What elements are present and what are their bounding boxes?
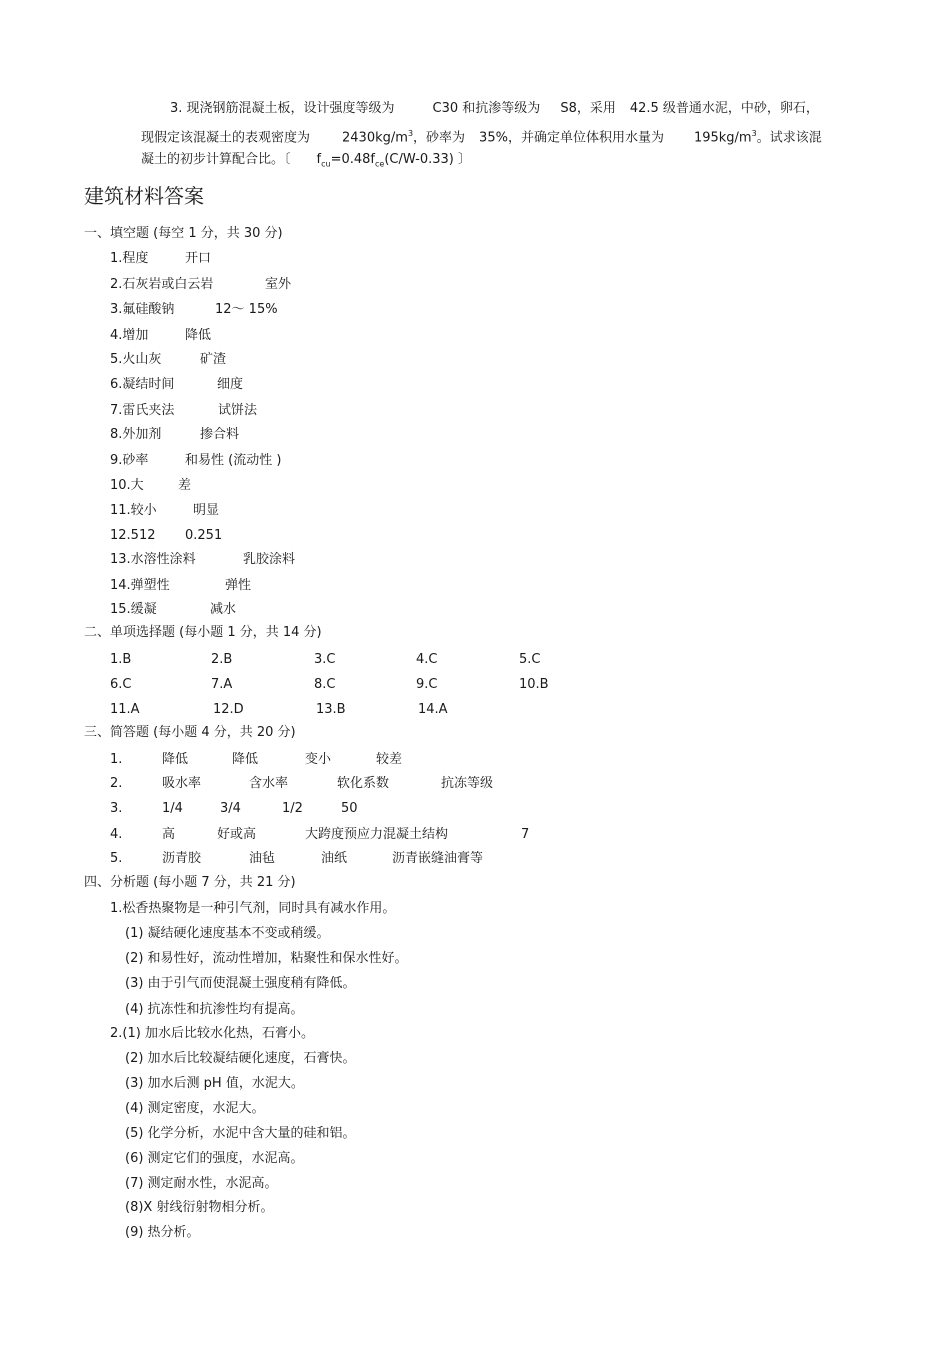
choice-answer: 9.C [416, 677, 438, 692]
fill-answer-first: 1.程度 [110, 251, 149, 266]
short-answer-cell: 沥青胶 [162, 851, 202, 866]
fill-answer-second: 12～ 15% [215, 302, 278, 317]
short-answer-cell: 1/2 [282, 801, 303, 816]
short-answer-cell: 高 [162, 827, 176, 842]
q3-text: 。试求该混 [756, 130, 822, 146]
analysis-item: (3) 加水后测 pH 值，水泥大。 [125, 1076, 304, 1091]
fill-answer-second: 明显 [193, 503, 220, 518]
section1-header: 一、填空题 (每空 1 分，共 30 分) [84, 226, 283, 241]
fill-answer-second: 掺合料 [200, 427, 240, 442]
section2-header: 二、单项选择题 (每小题 1 分，共 14 分) [84, 625, 322, 640]
analysis-item: (6) 测定它们的强度，水泥高。 [125, 1151, 304, 1166]
question3-line2 [141, 125, 822, 147]
analysis-item: (7) 测定耐水性，水泥高。 [125, 1176, 278, 1191]
q3-text: 现假定该混凝土的表观密度为 [141, 130, 311, 146]
fill-answer-first: 11.较小 [110, 503, 157, 518]
choice-answer: 10.B [519, 677, 549, 692]
fill-answer-first: 4.增加 [110, 328, 149, 343]
short-answer-cell: 1/4 [162, 801, 183, 816]
q3-text: 42.5 级普通水泥，中砂，卵石， [629, 101, 819, 116]
fill-answer-first: 10.大 [110, 478, 144, 493]
choice-answer: 7.A [211, 677, 233, 692]
choice-answer: 3.C [314, 652, 336, 667]
choice-answer: 14.A [418, 702, 448, 717]
q3-superscript: 3 [751, 129, 757, 138]
section4-header: 四、分析题 (每小题 7 分，共 21 分) [84, 875, 296, 890]
analysis-item: (2) 和易性好，流动性增加，粘聚性和保水性好。 [125, 951, 408, 966]
q3-superscript: 3 [407, 129, 414, 138]
fill-answer-first: 2.石灰岩或白云岩 [110, 277, 214, 292]
analysis-item: (8)X 射线衍射物相分析。 [125, 1200, 274, 1215]
fill-answer-second: 差 [178, 478, 192, 493]
analysis-item: (3) 由于引气而使混凝土强度稍有降低。 [125, 976, 356, 991]
analysis-item: (5) 化学分析，水泥中含大量的硅和铝。 [125, 1126, 356, 1141]
short-answer-cell: 含水率 [249, 776, 289, 791]
short-answer-cell: 3/4 [220, 801, 241, 816]
q3-text: =0.48f [330, 152, 375, 167]
choice-answer: 11.A [110, 702, 140, 717]
short-answer-cell: 7 [521, 827, 530, 842]
short-answer-cell: 软化系数 [337, 776, 390, 791]
q3-subscript: cu [321, 159, 331, 169]
short-answer-cell: 变小 [305, 752, 332, 767]
short-answer-cell: 油毡 [249, 851, 276, 866]
short-answer-cell: 好或高 [217, 827, 257, 842]
fill-answer-first: 9.砂率 [110, 453, 149, 468]
short-answer-cell: 大跨度预应力混凝土结构 [305, 827, 449, 842]
short-answer-cell: 50 [341, 801, 358, 816]
short-answer-number: 3. [110, 801, 123, 816]
fill-answer-first: 6.凝结时间 [110, 377, 175, 392]
choice-answer: 12.D [213, 702, 244, 717]
fill-answer-first: 7.雷氏夹法 [110, 403, 175, 418]
choice-answer: 5.C [519, 652, 541, 667]
short-answer-number: 2. [110, 776, 123, 791]
fill-answer-first: 8.外加剂 [110, 427, 162, 442]
fill-answer-second: 降低 [185, 328, 212, 343]
analysis-item: (1) 凝结硬化速度基本不变或稍缓。 [125, 926, 330, 941]
choice-answer: 6.C [110, 677, 132, 692]
fill-answer-first: 15.缓凝 [110, 602, 157, 617]
analysis-item: (9) 热分析。 [125, 1225, 200, 1240]
fill-answer-second: 0.251 [185, 528, 223, 543]
choice-answer: 1.B [110, 652, 132, 667]
fill-answer-first: 5.火山灰 [110, 352, 162, 367]
choice-answer: 2.B [211, 652, 233, 667]
answer-title: 建筑材料答案 [84, 184, 204, 208]
q3-text: ，砂率为 [413, 130, 466, 146]
section4-question2: 2.(1) 加水后比较水化热，石膏小。 [110, 1026, 314, 1041]
short-answer-cell: 降低 [162, 752, 189, 767]
section4-question1: 1.松香热聚物是一种引气剂，同时具有减水作用。 [110, 901, 396, 916]
fill-answer-first: 13.水溶性涂料 [110, 552, 196, 567]
q3-text: (C/W-0.33) 〕 [384, 152, 472, 167]
fill-answer-second: 开口 [185, 251, 212, 266]
question3-line1 [170, 100, 819, 118]
q3-text: 凝土的初步计算配合比。〔 [141, 152, 291, 167]
q3-text: S8，采用 [560, 101, 616, 116]
analysis-item: (4) 抗冻性和抗渗性均有提高。 [125, 1002, 304, 1017]
q3-text: 35%，并确定单位体积用水量为 [479, 130, 664, 146]
short-answer-number: 1. [110, 752, 123, 767]
fill-answer-second: 和易性 (流动性 ) [185, 453, 282, 468]
fill-answer-second: 室外 [265, 277, 292, 292]
choice-answer: 13.B [316, 702, 346, 717]
short-answer-number: 5. [110, 851, 123, 866]
fill-answer-second: 试饼法 [218, 403, 258, 418]
section3-header: 三、简答题 (每小题 4 分，共 20 分) [84, 725, 296, 740]
short-answer-cell: 油纸 [321, 851, 348, 866]
q3-text: f [316, 152, 322, 167]
choice-answer: 8.C [314, 677, 336, 692]
fill-answer-second: 细度 [217, 377, 244, 392]
fill-answer-second: 乳胶涂料 [243, 552, 296, 567]
q3-text: C30 和抗渗等级为 [432, 101, 541, 116]
q3-subscript: ce [374, 159, 385, 169]
q3-text: 2430kg/m [342, 130, 408, 146]
short-answer-cell: 沥青嵌缝油膏等 [392, 851, 484, 866]
fill-answer-first: 12.512 [110, 528, 156, 543]
fill-answer-second: 弹性 [225, 578, 252, 593]
short-answer-cell: 较差 [376, 752, 403, 767]
fill-answer-second: 矿渣 [200, 352, 227, 367]
choice-answer: 4.C [416, 652, 438, 667]
analysis-item: (4) 测定密度，水泥大。 [125, 1101, 265, 1116]
fill-answer-second: 减水 [210, 602, 237, 617]
short-answer-cell: 吸水率 [162, 776, 202, 791]
fill-answer-first: 14.弹塑性 [110, 578, 170, 593]
question3-line3 [141, 151, 471, 174]
q3-text: 195kg/m [693, 130, 752, 146]
q3-text: 3. 现浇钢筋混凝土板，设计强度等级为 [170, 101, 395, 116]
analysis-item: (2) 加水后比较凝结硬化速度，石膏快。 [125, 1051, 356, 1066]
short-answer-cell: 降低 [232, 752, 259, 767]
fill-answer-first: 3.氟硅酸钠 [110, 302, 175, 317]
short-answer-cell: 抗冻等级 [441, 776, 494, 791]
short-answer-number: 4. [110, 827, 123, 842]
